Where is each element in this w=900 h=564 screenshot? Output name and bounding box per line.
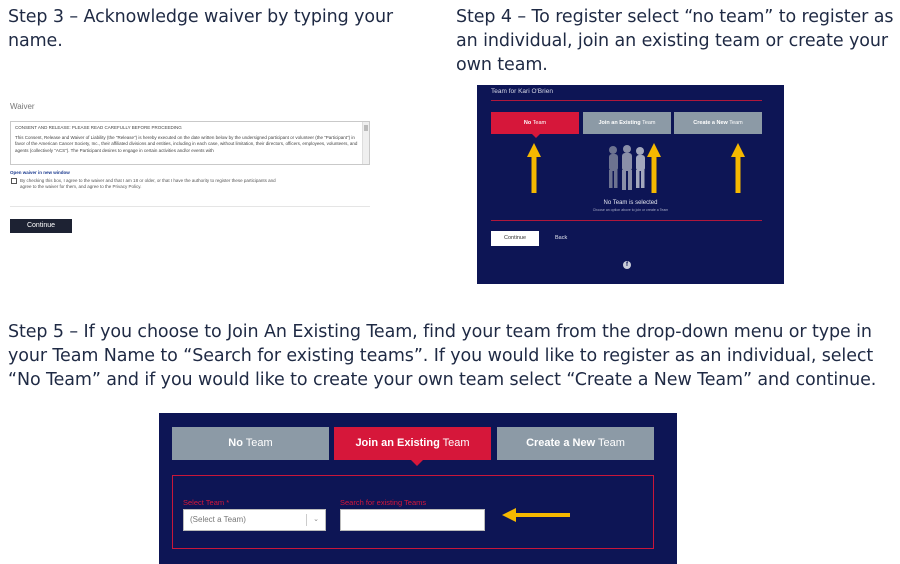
divider (491, 220, 762, 221)
search-teams-input[interactable] (340, 509, 485, 531)
waiver-scrollbar[interactable] (362, 122, 369, 164)
active-caret (532, 134, 540, 138)
waiver-heading: CONSENT AND RELEASE: PLEASE READ CAREFULLY BEFORE PROCEEDING (15, 125, 182, 130)
join-team-rest: Team (439, 437, 470, 449)
team-panel-title: Team for Kari O'Brien (491, 88, 553, 95)
agree-checkbox[interactable] (11, 178, 17, 184)
create-team-rest: Team (727, 120, 743, 126)
no-team-strong: No (228, 437, 243, 449)
chevron-down-icon: ⌄ (313, 516, 319, 523)
step-5-instruction: Step 5 – If you choose to Join An Existing Team, find your team from the drop-down menu or type in your Team Name to “Search for existing teams”. If you would like to register as an individual, select “No Team” and if you would like to create your own team select “Create a New Team” and continue. (8, 322, 877, 390)
no-team-button[interactable] (491, 112, 579, 134)
select-team-label: Select Team * (183, 498, 230, 507)
create-team-rest: Team (595, 437, 625, 449)
create-team-button[interactable] (497, 427, 654, 460)
up-arrow-icon (731, 143, 745, 193)
divider (491, 100, 762, 101)
agree-label: By checking this box, I agree to the waiver and that I am 18 or older, or that I have the authority to register these participants and agree to the waiver for them, and agree to the Privacy Policy. (20, 178, 276, 189)
team-selection-panel (477, 85, 784, 284)
team-status-text: No Team is selected (603, 200, 658, 206)
step-4-instruction: Step 4 – To register select “no team” to register as an individual, join an existing team or create your own team. (456, 7, 894, 75)
step-3-instruction: Step 3 – Acknowledge waiver by typing your name. (8, 7, 394, 51)
continue-button[interactable]: Continue (491, 231, 539, 246)
select-team-dropdown[interactable] (183, 509, 326, 531)
join-team-button[interactable] (583, 112, 671, 134)
waiver-body: This Consent, Release and Waiver of Liability (the "Release") is hereby executed on the date written below by the undersigned participant or volunteer (the "Participant") in favor of the American Cancer Society, Inc., their affiliated divisions and entities, including in each case, without limitation, their directors, officers, employees, volunteers, and agents (collectively "ACS"). The Participant desires to engage in certain activities and/or events with (15, 134, 358, 153)
no-team-strong: No (523, 120, 532, 126)
join-team-rest: Team (640, 120, 656, 126)
waiver-title: Waiver (10, 102, 35, 111)
create-team-button[interactable] (674, 112, 762, 134)
continue-button[interactable]: Continue (10, 219, 72, 233)
waiver-text-box[interactable] (10, 121, 370, 165)
join-team-strong: Join an Existing (598, 120, 641, 126)
left-arrow-icon (502, 508, 570, 522)
create-team-strong: Create a New (526, 437, 596, 449)
back-link[interactable]: Back (555, 235, 568, 241)
runners-icon (601, 145, 653, 193)
facebook-icon[interactable]: f (623, 261, 631, 269)
open-waiver-link[interactable]: Open waiver in new window (10, 170, 70, 175)
join-team-button[interactable] (334, 427, 491, 460)
team-status-subtext: Choose an option above to join or create a Team (592, 208, 669, 212)
join-team-strong: Join an Existing (355, 437, 440, 449)
select-team-value: (Select a Team) (190, 515, 246, 524)
waiver-panel (8, 98, 372, 238)
active-caret (411, 460, 423, 466)
dropdown-separator (306, 514, 307, 526)
no-team-rest: Team (242, 437, 273, 449)
join-team-panel (159, 413, 677, 564)
search-teams-label: Search for existing Teams (340, 498, 427, 507)
up-arrow-icon (527, 143, 541, 193)
divider (10, 206, 370, 207)
create-team-strong: Create a New (693, 120, 728, 126)
no-team-button[interactable] (172, 427, 329, 460)
no-team-rest: Team (531, 120, 547, 126)
